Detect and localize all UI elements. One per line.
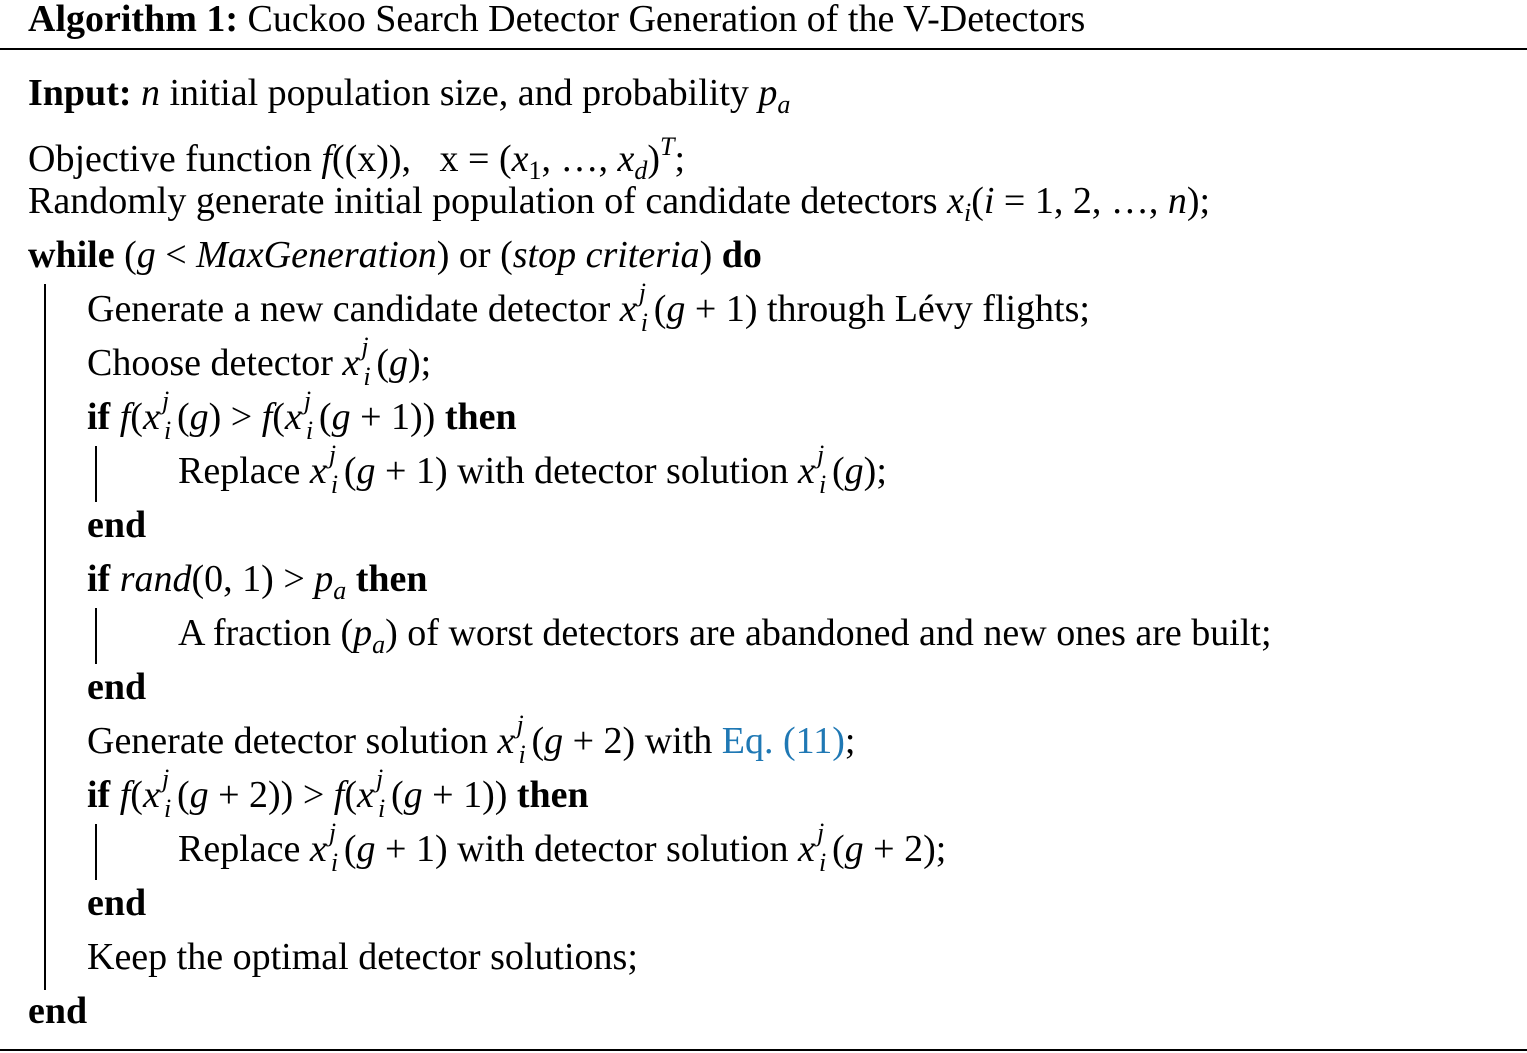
- if-block-bar-1: [95, 446, 97, 502]
- fraction-text: A fraction (: [178, 612, 354, 654]
- if-line-1: if f(x j i (g) > f(x j i (g + 1)) then: [87, 386, 517, 445]
- caption-title: Cuckoo Search Detector Generation of the V-Detectors: [247, 0, 1086, 40]
- then-keyword: then: [516, 774, 589, 816]
- var-p: p: [758, 72, 778, 114]
- generate-solution-line: Generate detector solution x j i (g + 2) with Eq. (11);: [87, 710, 856, 769]
- if-keyword: if: [87, 396, 111, 438]
- sub-a: a: [777, 90, 791, 119]
- input-line: [28, 66, 790, 120]
- gen-new-text: Generate a new candidate detector: [87, 288, 611, 330]
- if-block-bar-3: [95, 824, 97, 880]
- caption-label: Algorithm 1:: [28, 0, 239, 40]
- input-keyword: Input:: [28, 72, 132, 114]
- end-while-line: [28, 984, 87, 1038]
- while-keyword: while: [28, 234, 115, 276]
- if-keyword: if: [87, 558, 111, 600]
- equation-link[interactable]: Eq. (11): [721, 720, 845, 762]
- while-block-bar: [44, 284, 46, 990]
- fraction-rest: ) of worst detectors are abandoned and new ones are built;: [385, 612, 1272, 654]
- if-line-2: if rand(0, $1) > p_a$ then: [87, 558, 428, 605]
- if-keyword: if: [87, 774, 111, 816]
- randomly-text: Randomly generate initial population of candidate detectors: [28, 180, 938, 222]
- objective-text: Objective function: [28, 138, 312, 180]
- then-keyword: then: [355, 558, 428, 600]
- through-text: through Lévy flights;: [767, 288, 1090, 330]
- then-keyword: then: [444, 396, 517, 438]
- keep-line: [87, 930, 638, 984]
- bottom-rule: [0, 1049, 1527, 1051]
- end-line-1: [87, 498, 146, 552]
- while-line: while (g < MaxGeneration) or (stop criteria) do: [28, 234, 762, 276]
- objective-line: Objective function f((x)), $x = (x_1$, …, $x_d)^T$;: [28, 132, 686, 185]
- algorithm-caption: [28, 0, 1085, 42]
- with-text: with: [644, 720, 713, 762]
- end-keyword: end: [87, 666, 147, 708]
- init-population-line: Randomly generate initial population of candidate detectors $x_i(i = 1$, 2, …, n);: [28, 180, 1211, 227]
- end-keyword: end: [87, 882, 147, 924]
- gen-sol-text: Generate detector solution: [87, 720, 488, 762]
- replace-text: Replace: [178, 828, 301, 870]
- var-n: n: [141, 72, 160, 114]
- input-text: initial population size, and probability: [169, 72, 749, 114]
- stop-criteria: stop criteria: [512, 234, 700, 276]
- generate-new-line: Generate a new candidate detector x j i (g + 1) through Lévy flights;: [87, 278, 1090, 337]
- do-keyword: do: [721, 234, 762, 276]
- with-sol-text: with detector solution: [457, 828, 789, 870]
- or-text: or: [458, 234, 491, 276]
- end-keyword: end: [28, 990, 88, 1032]
- top-rule: [0, 48, 1527, 50]
- end-keyword: end: [87, 504, 147, 546]
- replace-text: Replace: [178, 450, 301, 492]
- rand-func: rand: [119, 558, 192, 600]
- choose-text: Choose detector: [87, 342, 333, 384]
- if-block-bar-2: [95, 608, 97, 664]
- end-line-2: [87, 660, 146, 714]
- end-line-3: [87, 876, 146, 930]
- keep-text: Keep the optimal detector solutions;: [87, 936, 638, 978]
- with-sol-text: with detector solution: [457, 450, 789, 492]
- replace-line-1: Replace x j i (g + 1) with detector solution x j i (g);: [178, 440, 887, 499]
- if-line-3: if f(x j i (g + 2)) > f(x j i (g + 1)) then: [87, 764, 589, 823]
- replace-line-2: Replace x j i (g + 1) with detector solution x j i (g + 2);: [178, 818, 947, 877]
- fraction-line: A fraction $(p_a)$ of worst detectors are abandoned and new ones are built;: [178, 612, 1272, 659]
- choose-line: Choose detector x j i (g);: [87, 332, 432, 391]
- max-generation: MaxGeneration: [196, 234, 437, 276]
